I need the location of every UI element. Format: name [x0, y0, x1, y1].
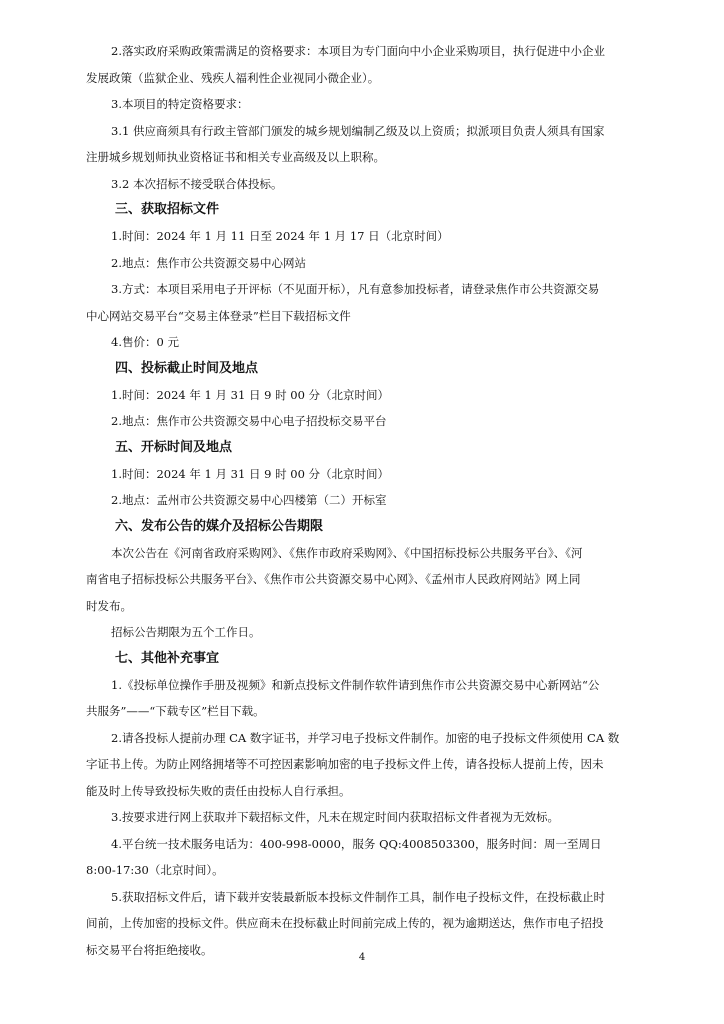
paragraph-line: 1.时间：2024 年 1 月 11 日至 2024 年 1 月 17 日（北京时间） — [111, 229, 449, 243]
paragraph-continuation-line: 时发布。 — [86, 598, 132, 613]
paragraph-continuation-line: 共服务”——“下载专区”栏目下载。 — [86, 704, 265, 718]
section-heading: 七、其他补充事宜 — [115, 650, 220, 666]
paragraph-line: 本次公告在《河南省政府采购网》、《焦作市政府采购网》、《中国招标投标公共服务平台》、《河 — [111, 545, 583, 560]
section-heading: 四、投标截止时间及地点 — [115, 360, 259, 376]
document-body — [86, 38, 659, 963]
paragraph-line: 4.售价：0 元 — [111, 335, 179, 349]
page-number: 4 — [358, 952, 366, 963]
paragraph-continuation-line: 间前，上传加密的投标文件。供应商未在投标截止时间前完成上传的，视为逾期送达，焦作市电子招投 — [86, 916, 604, 930]
paragraph-continuation-line: 注册城乡规划师执业资格证书和相关专业高级及以上职称。 — [86, 150, 385, 164]
paragraph-line: 1.《投标单位操作手册及视频》和新点投标文件制作软件请到焦作市公共资源交易中心新网站“公 — [111, 677, 600, 692]
paragraph-continuation-line: 标交易平台将拒绝接收。 — [86, 942, 213, 957]
paragraph-continuation-line: 中心网站交易平台“交易主体登录”栏目下载招标文件 — [86, 308, 351, 323]
section-heading: 六、发布公告的媒介及招标公告期限 — [115, 518, 324, 534]
paragraph-line: 2.地点：焦作市公共资源交易中心电子招投标交易平台 — [111, 414, 387, 428]
paragraph-line: 5.获取招标文件后，请下载并安装最新版本投标文件制作工具，制作电子投标文件，在投标截止时 — [111, 889, 605, 904]
paragraph-line: 3.方式：本项目采用电子开评标（不见面开标），凡有意参加投标者，请登录焦作市公共资源交易 — [111, 282, 600, 296]
paragraph-continuation-line: 能及时上传导致投标失败的责任由投标人自行承担。 — [86, 783, 351, 798]
paragraph-line: 3.1 供应商须具有行政主管部门颁发的城乡规划编制乙级及以上资质；拟派项目负责人须具有国家 — [111, 123, 605, 138]
paragraph-line: 2.请各投标人提前办理 CA 数字证书，并学习电子投标文件制作。加密的电子投标文件须使用 CA 数 — [111, 730, 620, 745]
paragraph-line: 3.本项目的特定资格要求： — [111, 97, 249, 111]
paragraph-line: 3.2 本次招标不接受联合体投标。 — [111, 176, 283, 191]
paragraph-line: 1.时间：2024 年 1 月 31 日 9 时 00 分（北京时间） — [111, 466, 390, 481]
paragraph-line: 2.落实政府采购政策需满足的资格要求：本项目为专门面向中小企业采购项目，执行促进中小企业 — [111, 44, 605, 58]
paragraph-line: 招标公告期限为五个工作日。 — [111, 625, 261, 639]
paragraph-continuation-line: 字证书上传。为防止网络拥堵等不可控因素影响加密的电子投标文件上传，请各投标人提前上传，因未 — [86, 757, 604, 771]
paragraph-line: 2.地点：孟州市公共资源交易中心四楼第（二）开标室 — [111, 493, 387, 507]
paragraph-continuation-line: 8:00-17:30（北京时间）。 — [86, 863, 224, 877]
paragraph-line: 2.地点：焦作市公共资源交易中心网站 — [111, 255, 306, 270]
section-heading: 三、获取招标文件 — [115, 202, 220, 217]
paragraph-line: 1.时间：2024 年 1 月 31 日 9 时 00 分（北京时间） — [111, 387, 390, 402]
paragraph-continuation-line: 南省电子招标投标公共服务平台》、《焦作市公共资源交易中心网》、《孟州市人民政府网站》网上同 — [86, 572, 581, 586]
paragraph-line: 4.平台统一技术服务电话为：400-998-0000，服务 QQ:4008503300，服务时间：周一至周日 — [111, 836, 602, 851]
paragraph-line: 3.按要求进行网上获取并下载招标文件，凡未在规定时间内获取招标文件者视为无效标。 — [111, 810, 559, 824]
section-heading: 五、开标时间及地点 — [115, 439, 233, 455]
paragraph-continuation-line: 发展政策（监狱企业、残疾人福利性企业视同小微企业）。 — [86, 70, 380, 85]
